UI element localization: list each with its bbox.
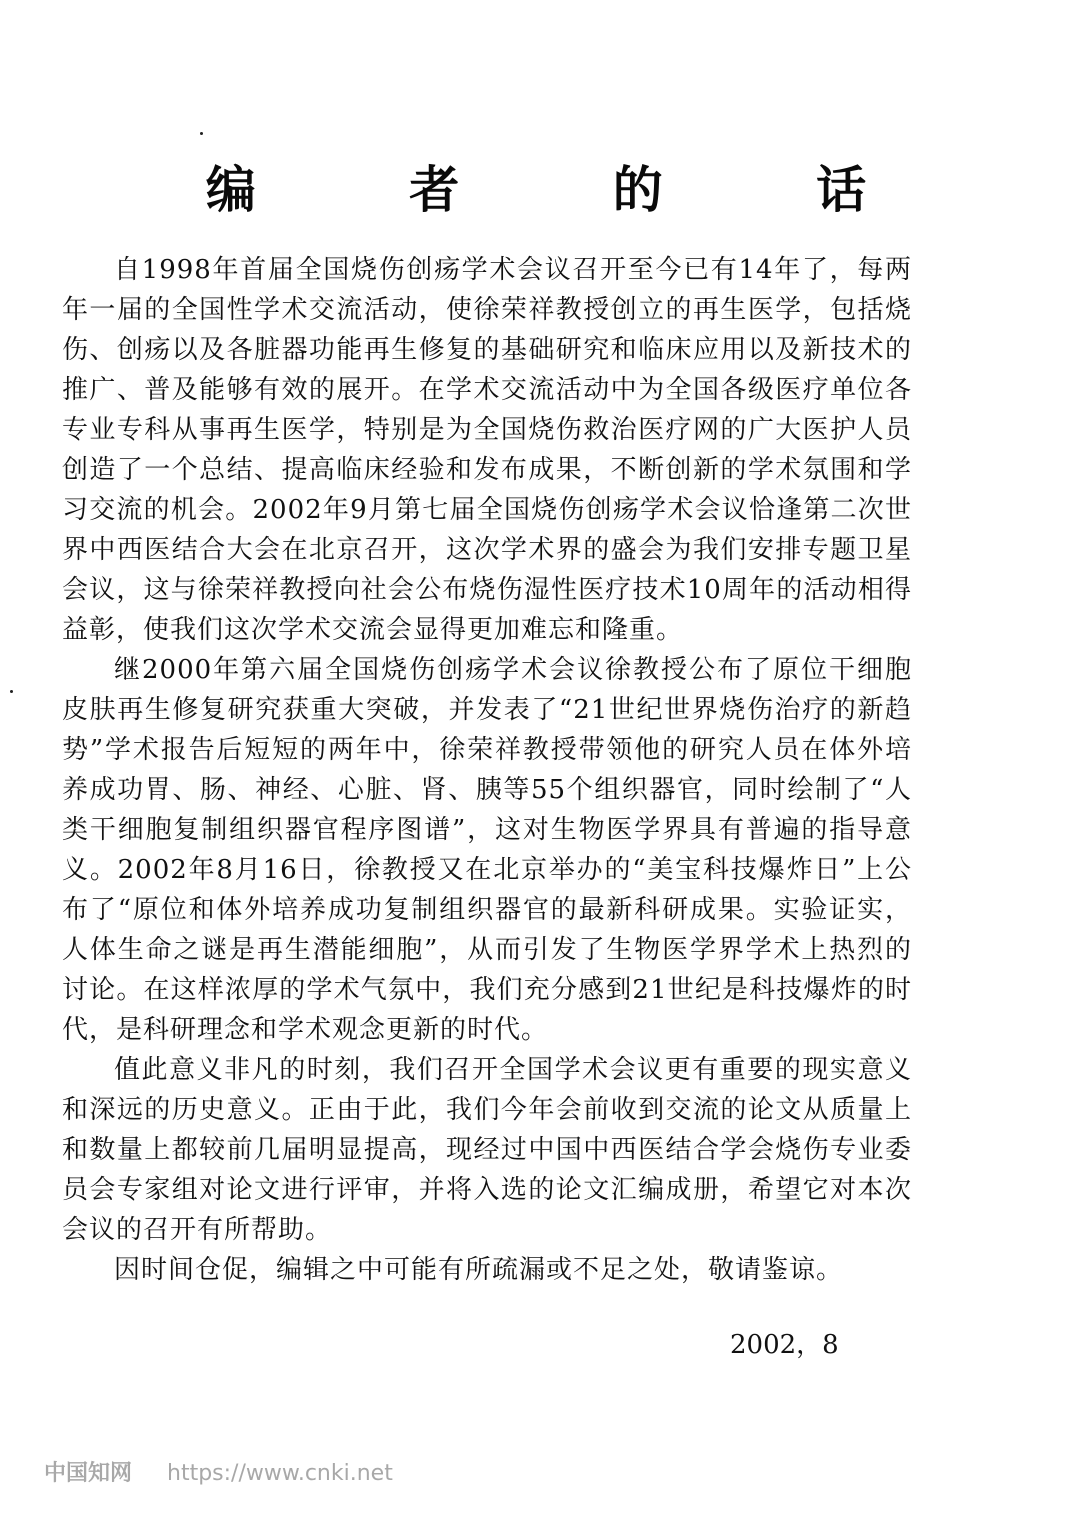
paragraph-3: 值此意义非凡的时刻，我们召开全国学术会议更有重要的现实意义和深远的历史意义。正由于此，我们今年会前收到交流的论文从质量上和数量上都较前几届明显提高，现经过中国中西医结合学会烧伤专业委员会专家组对论文进行评审，并将入选的论文汇编成册，希望它对本次会议的召开有所帮助。 (62, 1055, 912, 1245)
paragraph-2: 继2000年第六届全国烧伤创疡学术会议徐教授公布了原位干细胞皮肤再生修复研究获重大突破，并发表了“21世纪世界烧伤治疗的新趋势”学术报告后短短的两年中，徐荣祥教授带领他的研究人员在体外培养成功胃、肠、神经、心脏、肾、胰等55个组织器官，同时绘制了“人类干细胞复制组织器官程序图谱”，这对生物医学界具有普遍的指导意义。2002年8月16日，徐教授又在北京举办的“美宝科技爆炸日”上公布了“原位和体外培养成功复制组织器官的最新科研成果。实验证实，人体生命之谜是再生潜能细胞”，从而引发了生物医学界学术上热烈的讨论。在这样浓厚的学术气氛中，我们充分感到21世纪是科技爆炸的时代，是科研理念和学术观念更新的时代。 (62, 655, 912, 1045)
scan-speck (10, 690, 13, 693)
page-title: 编 者 的 话 (205, 160, 935, 219)
paragraph-1: 自1998年首届全国烧伤创疡学术会议召开至今已有14年了，每两年一届的全国性学术交流活动，使徐荣祥教授创立的再生医学，包括烧伤、创疡以及各脏器功能再生修复的基础研究和临床应用以及新技术的推广、普及能够有效的展开。在学术交流活动中为全国各级医疗单位各专业专科从事再生医学，特别是为全国烧伤救治医疗网的广大医护人员创造了一个总结、提高临床经验和发布成果，不断创新的学术氛围和学习交流的机会。2002年9月第七届全国烧伤创疡学术会议恰逢第二次世界中西医结合大会在北京召开，这次学术界的盛会为我们安排专题卫星会议，这与徐荣祥教授向社会公布烧伤湿性医疗技术10周年的活动相得益彰，使我们这次学术交流会显得更加难忘和隆重。 (62, 255, 912, 645)
cnki-url: https://www.cnki.net (167, 1461, 393, 1486)
signature-date: 2002，8 (730, 1330, 839, 1360)
document-body (62, 250, 912, 1290)
cnki-watermark (44, 1456, 393, 1487)
scan-speck (200, 132, 203, 135)
paragraph-4: 因时间仓促，编辑之中可能有所疏漏或不足之处，敬请鉴谅。 (114, 1255, 844, 1285)
cnki-logo: 中国知网 (44, 1461, 133, 1486)
